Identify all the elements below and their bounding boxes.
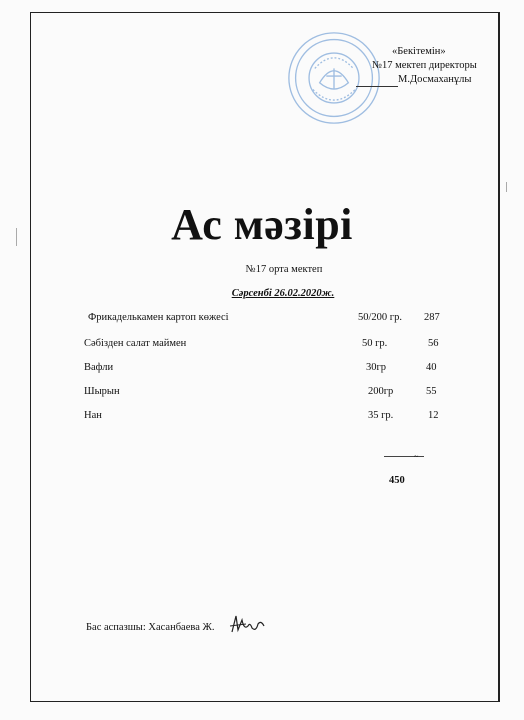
signature-line [356, 86, 398, 87]
chef-signature [228, 612, 268, 638]
approval-block [0, 0, 524, 120]
approval-position: №17 мектеп директоры [372, 60, 477, 71]
menu-row [0, 312, 524, 326]
dish-price: 40 [426, 362, 437, 373]
dish-price: 55 [426, 386, 437, 397]
dish-price: 56 [428, 338, 439, 349]
menu-row [0, 338, 524, 352]
dish-portion: 50/200 гр. [358, 312, 402, 323]
chef-signature-label: Бас аспазшы: Хасанбаева Ж. [86, 622, 215, 633]
school-stamp [286, 30, 382, 126]
dish-name: Шырын [84, 386, 120, 397]
dish-portion: 50 гр. [362, 338, 388, 349]
approval-name: М.Досмаханұлы [398, 74, 472, 85]
dish-name: Нан [84, 410, 102, 421]
page-title: Ас мәзірі [171, 200, 353, 249]
dish-price: 287 [424, 312, 440, 323]
total-amount: 450 [389, 475, 405, 486]
menu-row [0, 386, 524, 400]
dish-price: 12 [428, 410, 439, 421]
total-tick-mark: ~ [414, 452, 419, 461]
approval-heading: «Бекітемін» [392, 46, 446, 57]
dish-portion: 30гр [366, 362, 387, 373]
school-name: №17 орта мектеп [245, 264, 323, 275]
menu-row [0, 362, 524, 376]
scan-mark [506, 182, 507, 192]
dish-name: Вафли [84, 362, 114, 373]
dish-name: Сәбізден салат маймен [84, 338, 187, 349]
menu-date: Сәрсенбі 26.02.2020ж. [231, 288, 335, 299]
dish-name: Фрикаделькамен картоп көжесі [88, 312, 229, 323]
dish-portion: 200гр [368, 386, 394, 397]
dish-portion: 35 гр. [368, 410, 394, 421]
menu-row [0, 410, 524, 424]
